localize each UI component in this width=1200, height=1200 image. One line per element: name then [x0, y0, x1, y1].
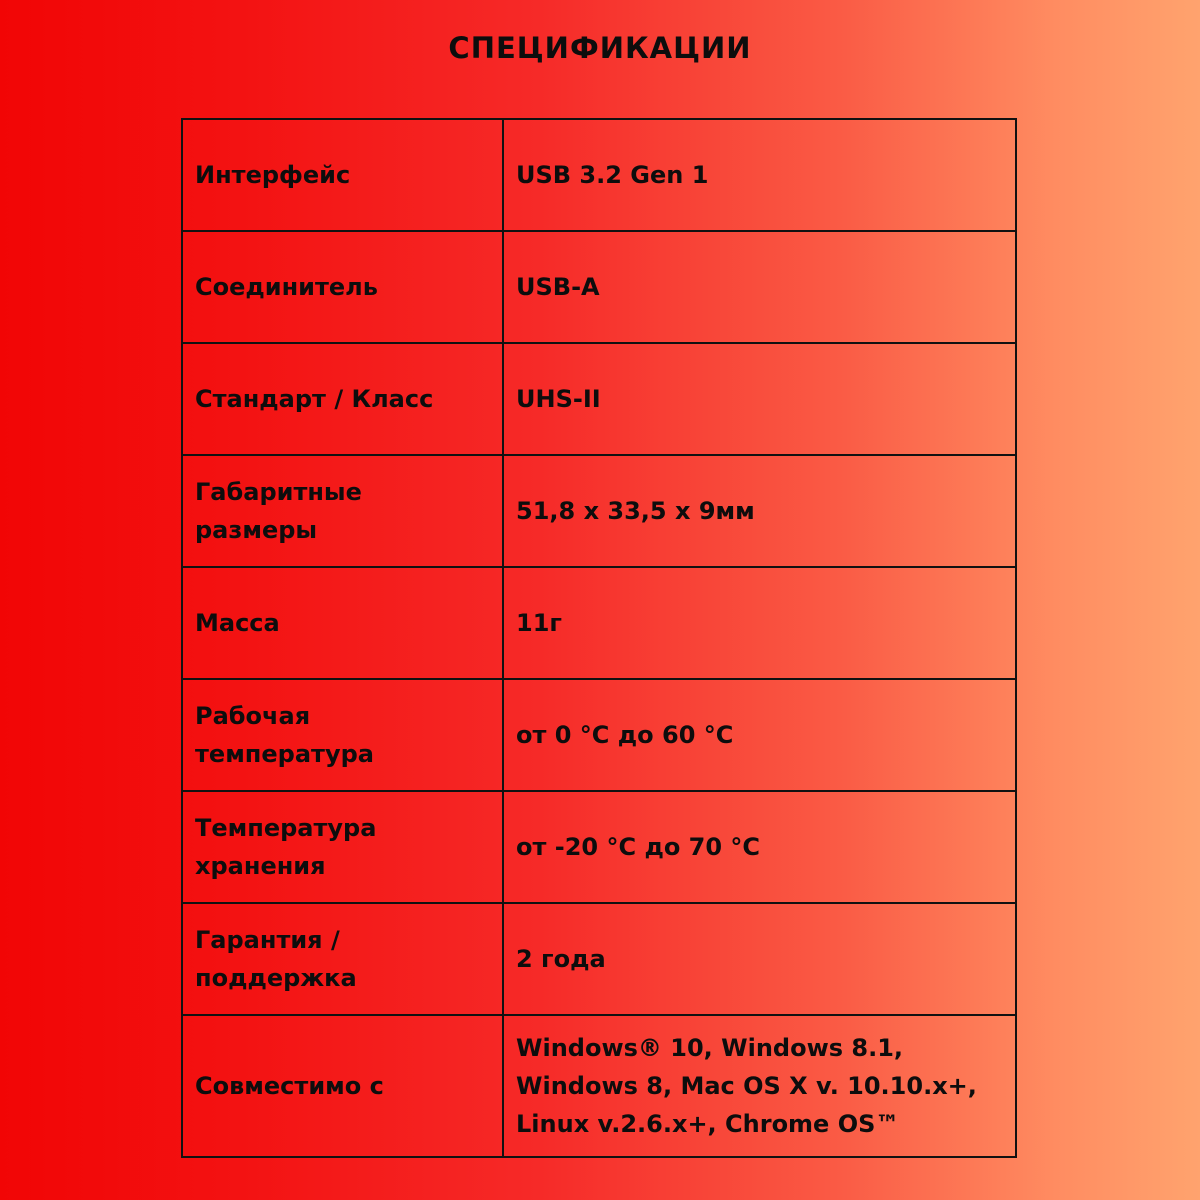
spec-value-cell	[503, 455, 1016, 567]
spec-value: USB-A	[516, 273, 600, 301]
spec-label-cell	[182, 567, 503, 679]
spec-label-cell	[182, 679, 503, 791]
spec-label-cell	[182, 343, 503, 455]
spec-row-standard	[182, 343, 1016, 455]
spec-row-storage-temperature	[182, 791, 1016, 903]
spec-label: Стандарт / Класс	[195, 385, 434, 413]
spec-label: Интерфейс	[195, 161, 351, 189]
spec-value-cell	[503, 567, 1016, 679]
spec-label: Совместимо с	[195, 1072, 384, 1100]
spec-value-cell	[503, 679, 1016, 791]
spec-row-operating-temperature	[182, 679, 1016, 791]
page-title: СПЕЦИФИКАЦИИ	[448, 31, 752, 65]
spec-label-cell	[182, 119, 503, 231]
spec-label: Рабочая температура	[195, 702, 374, 768]
spec-table	[181, 118, 1017, 1158]
spec-row-compatibility	[182, 1015, 1016, 1157]
spec-row-weight	[182, 567, 1016, 679]
spec-label-cell	[182, 231, 503, 343]
spec-label: Температура хранения	[195, 814, 377, 880]
spec-label-cell	[182, 1015, 503, 1157]
spec-value: USB 3.2 Gen 1	[516, 161, 709, 189]
spec-label: Габаритные размеры	[195, 478, 362, 544]
spec-value: 11г	[516, 609, 562, 637]
spec-value: от 0 °C до 60 °C	[516, 721, 734, 749]
spec-value-cell	[503, 1015, 1016, 1157]
spec-value: 2 года	[516, 945, 606, 973]
spec-label-cell	[182, 791, 503, 903]
spec-row-dimensions	[182, 455, 1016, 567]
spec-value-cell	[503, 343, 1016, 455]
spec-row-interface	[182, 119, 1016, 231]
spec-value-cell	[503, 231, 1016, 343]
spec-row-warranty	[182, 903, 1016, 1015]
spec-value-cell	[503, 119, 1016, 231]
spec-row-connector	[182, 231, 1016, 343]
spec-table-body	[182, 119, 1016, 1157]
spec-label-cell	[182, 903, 503, 1015]
spec-label-cell	[182, 455, 503, 567]
spec-label: Гарантия / поддержка	[195, 926, 357, 992]
spec-value: UHS-II	[516, 385, 601, 413]
spec-value: 51,8 x 33,5 x 9мм	[516, 497, 755, 525]
spec-label: Соединитель	[195, 273, 378, 301]
spec-value: от -20 °C до 70 °C	[516, 833, 761, 861]
spec-value: Windows® 10, Windows 8.1, Windows 8, Mac OS X v. 10.10.x+, Linux v.2.6.x+, Chrome OS™	[516, 1034, 977, 1138]
spec-value-cell	[503, 791, 1016, 903]
spec-value-cell	[503, 903, 1016, 1015]
spec-label: Масса	[195, 609, 280, 637]
